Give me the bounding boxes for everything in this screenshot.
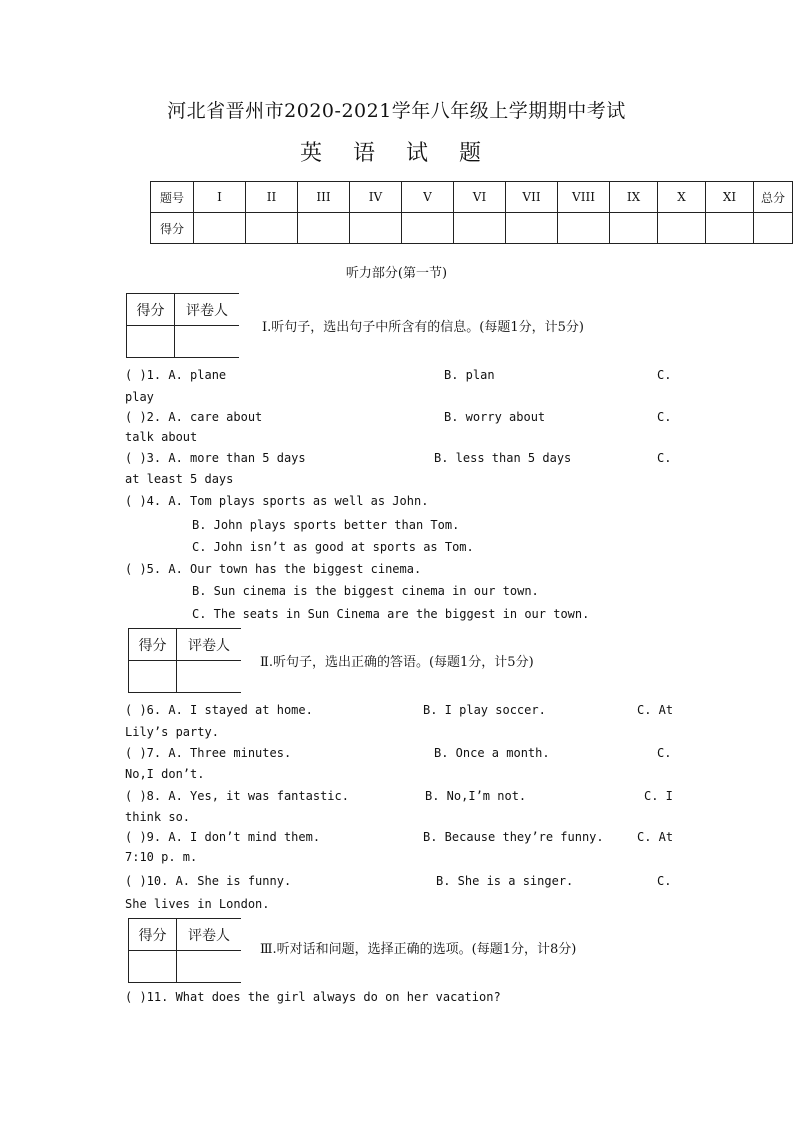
- question-7-option-c-text: No,I don’t.: [125, 767, 205, 781]
- score-table-col: IV: [350, 182, 402, 213]
- score-table-col: V: [402, 182, 454, 213]
- question-8: ( )8. A. Yes, it was fantastic.: [125, 789, 349, 803]
- score-cell[interactable]: [658, 213, 706, 244]
- score-table-col: IX: [610, 182, 658, 213]
- question-9: ( )9. A. I don’t mind them.: [125, 830, 321, 844]
- grader-box: [128, 628, 241, 693]
- score-table-col: X: [658, 182, 706, 213]
- question-9-option-c: C. At: [637, 830, 674, 844]
- grader-box-grader-cell[interactable]: [177, 661, 242, 693]
- question-6-option-b: B. I play soccer.: [423, 703, 546, 717]
- question-5-option-c: C. The seats in Sun Cinema are the biggest in our town.: [192, 607, 590, 621]
- score-table-col: I: [194, 182, 246, 213]
- question-9-option-b: B. Because they’re funny.: [423, 830, 604, 844]
- question-1: ( )1. A. plane: [125, 368, 227, 382]
- score-cell[interactable]: [754, 213, 793, 244]
- question-1-option-b: B. plan: [444, 368, 495, 382]
- score-table-col: 总分: [754, 182, 793, 213]
- question-10: ( )10. A. She is funny.: [125, 874, 292, 888]
- question-1-option-c-text: play: [125, 390, 154, 404]
- score-table-col: XI: [706, 182, 754, 213]
- score-table-col: VII: [506, 182, 558, 213]
- score-cell[interactable]: [402, 213, 454, 244]
- question-10-option-b: B. She is a singer.: [436, 874, 574, 888]
- grader-box-score-label: 得分: [129, 629, 177, 661]
- question-5-option-b: B. Sun cinema is the biggest cinema in our town.: [192, 584, 539, 598]
- score-cell[interactable]: [706, 213, 754, 244]
- question-9-option-c-text: 7:10 p. m.: [125, 850, 198, 864]
- question-6: ( )6. A. I stayed at home.: [125, 703, 313, 717]
- question-6-option-c-text: Lily’s party.: [125, 725, 219, 739]
- question-10-option-c: C.: [657, 874, 672, 888]
- question-7: ( )7. A. Three minutes.: [125, 746, 292, 760]
- part-1-title: Ⅰ.听句子，选出句子中所含有的信息。(每题1分，计5分): [262, 320, 584, 335]
- grader-box: [128, 918, 241, 983]
- score-table-col: III: [298, 182, 350, 213]
- question-1-option-c: C.: [657, 368, 672, 382]
- grader-box-score-cell[interactable]: [127, 326, 175, 358]
- grader-box-score-cell[interactable]: [129, 951, 177, 983]
- question-6-option-c: C. At: [637, 703, 674, 717]
- question-5: ( )5. A. Our town has the biggest cinema.: [125, 562, 422, 576]
- score-table-col: II: [246, 182, 298, 213]
- score-table-col: VIII: [558, 182, 610, 213]
- score-cell[interactable]: [610, 213, 658, 244]
- grader-box-grader-cell[interactable]: [175, 326, 240, 358]
- question-2-option-c: C.: [657, 410, 672, 424]
- grader-box: [126, 293, 239, 358]
- question-8-option-c: C. I: [644, 789, 673, 803]
- score-cell[interactable]: [506, 213, 558, 244]
- score-cell[interactable]: [246, 213, 298, 244]
- grader-box-grader-label: 评卷人: [175, 294, 240, 326]
- question-8-option-c-text: think so.: [125, 810, 191, 824]
- score-table-score-row: [151, 213, 793, 244]
- score-cell[interactable]: [350, 213, 402, 244]
- score-table-row-label: 题号: [151, 182, 194, 213]
- question-8-option-b: B. No,I’m not.: [425, 789, 527, 803]
- question-2-option-b: B. worry about: [444, 410, 546, 424]
- question-3-option-c-text: at least 5 days: [125, 472, 234, 486]
- question-7-option-b: B. Once a month.: [434, 746, 550, 760]
- question-7-option-c: C.: [657, 746, 672, 760]
- score-table: [150, 181, 793, 244]
- exam-title: 河北省晋州市2020-2021学年八年级上学期期中考试: [167, 100, 626, 122]
- question-2: ( )2. A. care about: [125, 410, 263, 424]
- score-cell[interactable]: [454, 213, 506, 244]
- listening-section-title: 听力部分(第一节): [345, 266, 448, 281]
- score-table-header-row: [151, 182, 793, 213]
- question-3-option-c: C.: [657, 451, 672, 465]
- question-4-option-c: C. John isn’t as good at sports as Tom.: [192, 540, 474, 554]
- question-2-option-c-text: talk about: [125, 430, 198, 444]
- question-4-option-b: B. John plays sports better than Tom.: [192, 518, 460, 532]
- grader-box-grader-label: 评卷人: [177, 629, 242, 661]
- grader-box-grader-label: 评卷人: [177, 919, 242, 951]
- score-cell[interactable]: [558, 213, 610, 244]
- part-3-title: Ⅲ.听对话和问题，选择正确的选项。(每题1分，计8分): [260, 942, 577, 957]
- grader-box-score-label: 得分: [129, 919, 177, 951]
- grader-box-grader-cell[interactable]: [177, 951, 242, 983]
- question-3: ( )3. A. more than 5 days: [125, 451, 306, 465]
- question-3-option-b: B. less than 5 days: [434, 451, 572, 465]
- grader-box-score-label: 得分: [127, 294, 175, 326]
- score-cell[interactable]: [194, 213, 246, 244]
- score-table-row-label: 得分: [151, 213, 194, 244]
- score-table-col: VI: [454, 182, 506, 213]
- score-cell[interactable]: [298, 213, 350, 244]
- question-4: ( )4. A. Tom plays sports as well as John.: [125, 494, 429, 508]
- part-2-title: Ⅱ.听句子，选出正确的答语。(每题1分，计5分): [260, 655, 534, 670]
- grader-box-score-cell[interactable]: [129, 661, 177, 693]
- question-11: ( )11. What does the girl always do on her vacation?: [125, 990, 501, 1004]
- exam-subtitle: 英 语 试 题: [300, 141, 493, 166]
- question-10-option-c-text: She lives in London.: [125, 897, 270, 911]
